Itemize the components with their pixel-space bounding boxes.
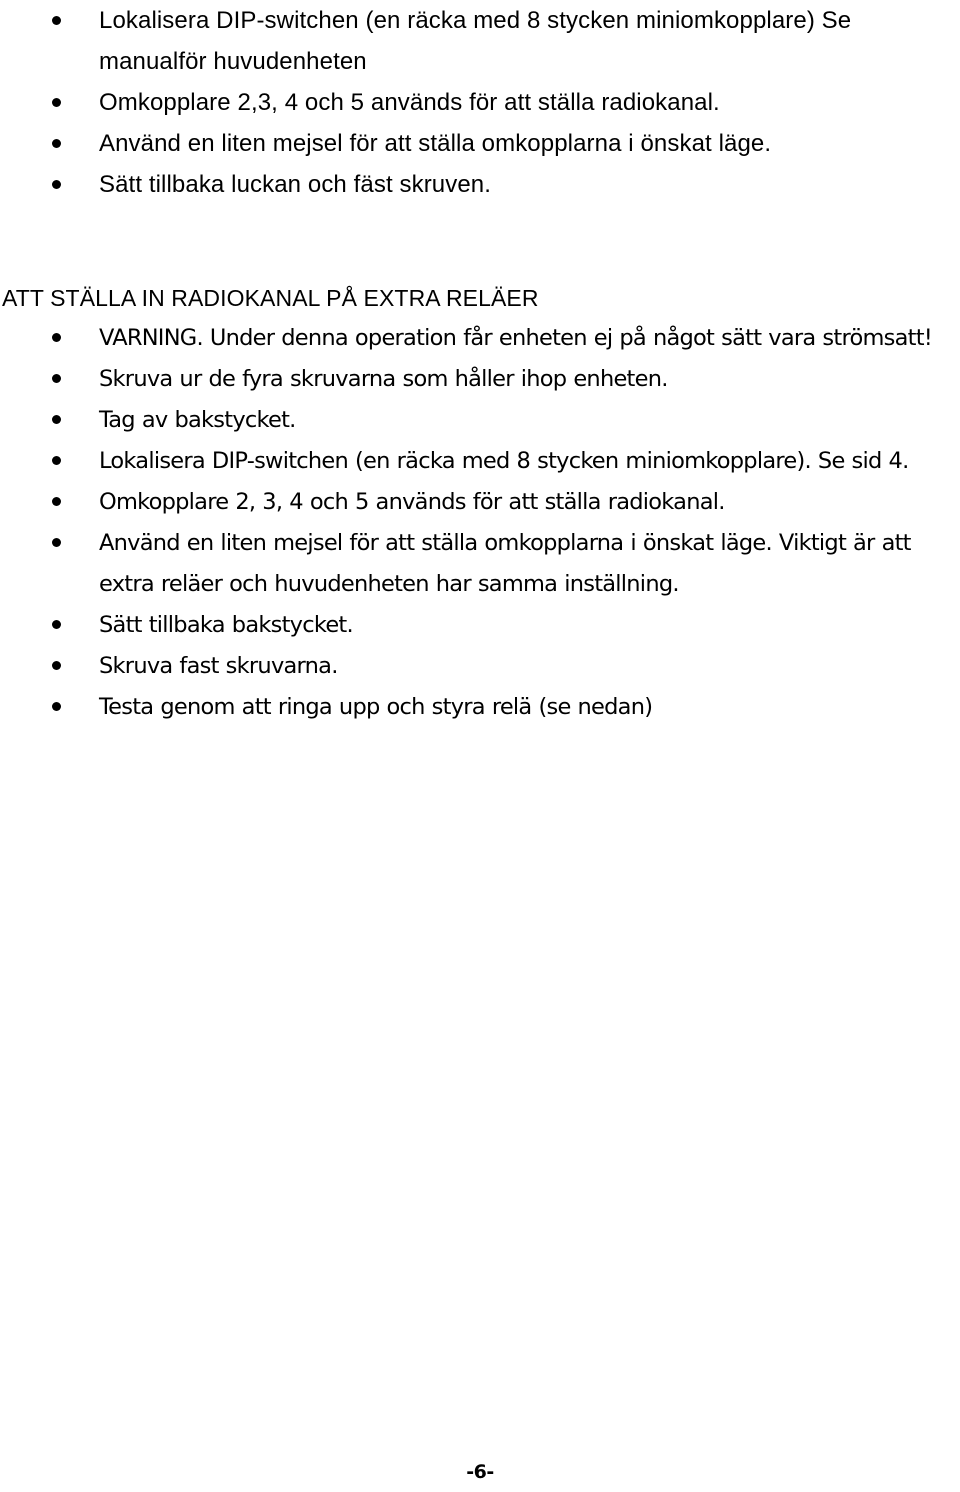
list-item [0, 523, 960, 605]
list-item-text: Skruva fast skruvarna. [99, 653, 338, 679]
list-item [0, 82, 960, 123]
bullet-icon [52, 16, 61, 25]
list-item [0, 687, 960, 728]
list-item [0, 646, 960, 687]
bullet-icon [52, 98, 61, 107]
list-item [0, 359, 960, 400]
list-item-text: Omkopplare 2, 3, 4 och 5 används för att ställa radiokanal. [99, 489, 725, 515]
list-item [0, 164, 960, 205]
bullet-icon [52, 702, 61, 711]
bullet-icon [52, 620, 61, 629]
list-item [0, 0, 960, 82]
list-item-text: Omkopplare 2,3, 4 och 5 används för att ställa radiokanal. [99, 89, 720, 116]
list-item-text: Sätt tillbaka luckan och fäst skruven. [99, 171, 491, 198]
bullet-icon [52, 415, 61, 424]
bullet-icon [52, 538, 61, 547]
bullet-icon [52, 456, 61, 465]
list-item-text: Använd en liten mejsel för att ställa omkopplarna i önskat läge. [99, 130, 772, 157]
list-item-text: Skruva ur de fyra skruvarna som håller ihop enheten. [99, 366, 668, 392]
list-item-text: Sätt tillbaka bakstycket. [99, 612, 353, 638]
instruction-list-extra-relays [0, 318, 960, 728]
list-item [0, 605, 960, 646]
list-item [0, 400, 960, 441]
bullet-icon [52, 139, 61, 148]
list-item-text: Testa genom att ringa upp och styra relä (se nedan) [99, 694, 653, 720]
list-item [0, 482, 960, 523]
bullet-icon [52, 333, 61, 342]
bullet-icon [52, 497, 61, 506]
list-item-text: Lokalisera DIP-switchen (en räcka med 8 stycken miniomkopplare). Se sid 4. [99, 448, 909, 474]
list-item [0, 123, 960, 164]
page-number: -6- [466, 1461, 494, 1483]
list-item-text: Tag av bakstycket. [99, 407, 296, 433]
list-item [0, 318, 960, 359]
list-item [0, 441, 960, 482]
list-item-text: VARNING. Under denna operation får enheten ej på något sätt vara strömsatt! [99, 325, 933, 351]
list-item-text: Lokalisera DIP-switchen (en räcka med 8 stycken miniomkopplare) Se manualför huvudenheten [99, 7, 852, 75]
section-heading: ATT STÄLLA IN RADIOKANAL PÅ EXTRA RELÄER [2, 285, 539, 311]
bullet-icon [52, 180, 61, 189]
list-item-text: Använd en liten mejsel för att ställa omkopplarna i önskat läge. Viktigt är att extra reläer och huvudenheten har samma inställning. [99, 530, 911, 597]
bullet-icon [52, 661, 61, 670]
instruction-list-main-unit [0, 0, 960, 205]
bullet-icon [52, 374, 61, 383]
